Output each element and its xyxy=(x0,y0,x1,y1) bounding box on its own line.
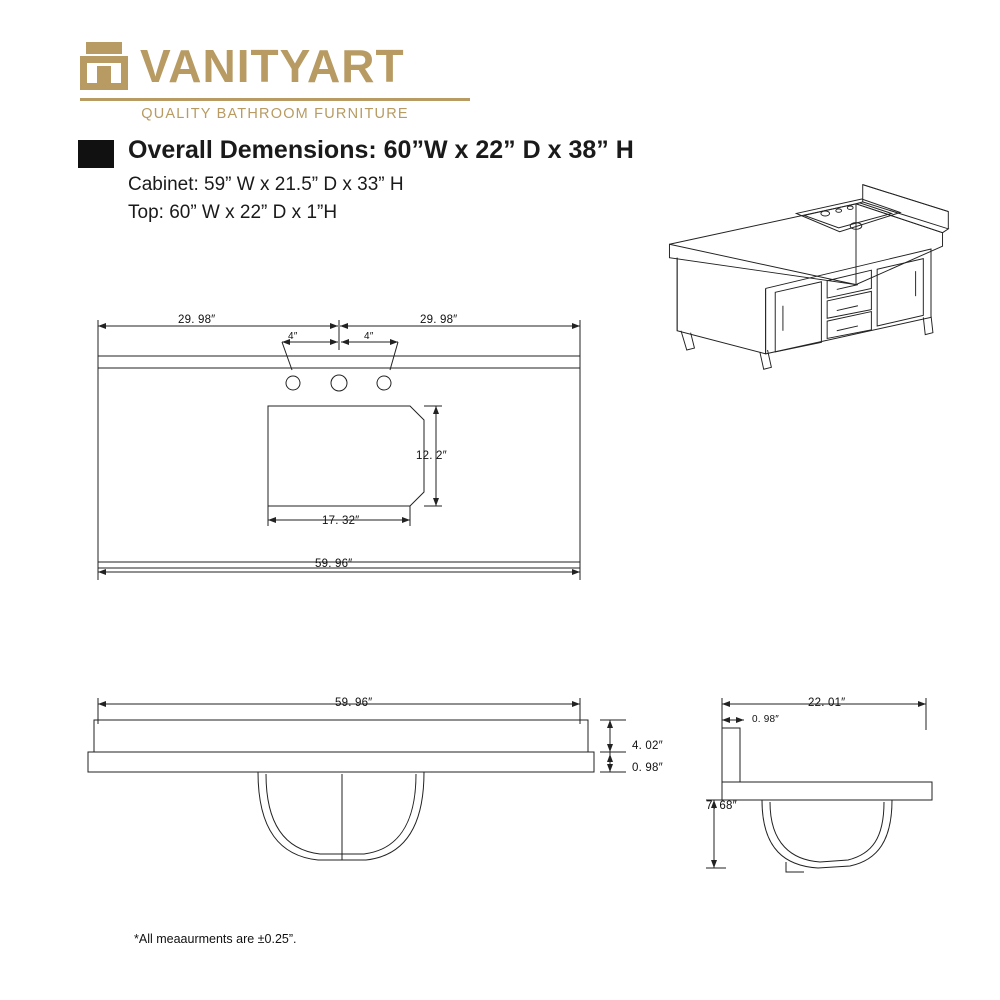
isometric-vanity-view xyxy=(636,100,976,350)
logo-divider xyxy=(80,98,470,101)
dim-top-thickness: 0. 98″ xyxy=(632,762,663,774)
brand-tagline: QUALITY BATHROOM FURNITURE xyxy=(141,106,409,122)
front-view-drawing xyxy=(80,690,660,870)
dim-backsplash-thickness: 0. 98″ xyxy=(752,714,779,725)
dim-bowl-depth: 7. 68″ xyxy=(706,800,737,812)
dim-side-depth: 22. 01″ xyxy=(808,697,846,709)
brand-logo xyxy=(78,40,498,122)
dim-front-width: 59. 96″ xyxy=(335,697,373,709)
dim-top-left-half: 29. 98″ xyxy=(178,314,216,326)
overall-dimensions-text: Overall Demensions: 60”W x 22” D x 38” H xyxy=(128,136,634,164)
bullet-square-icon xyxy=(78,140,114,168)
dim-hole-spacing-left: 4″ xyxy=(288,331,298,342)
cabinet-dimensions-text: Cabinet: 59” W x 21.5” D x 33” H xyxy=(128,174,404,195)
dim-overall-width-top: 59. 96″ xyxy=(315,558,353,570)
top-view-drawing xyxy=(80,300,640,600)
dim-hole-spacing-right: 4″ xyxy=(364,331,374,342)
dim-top-right-half: 29. 98″ xyxy=(420,314,458,326)
title-block xyxy=(78,136,718,225)
side-view-drawing xyxy=(700,690,960,870)
dim-backsplash-height: 4. 02″ xyxy=(632,740,663,752)
top-dimensions-text: Top: 60” W x 22” D x 1”H xyxy=(128,201,338,223)
brand-name: VANITYART xyxy=(140,40,405,92)
footnote-text: *All meaaurments are ±0.25”. xyxy=(134,932,297,946)
dim-sink-depth: 12. 2″ xyxy=(416,450,447,462)
dim-sink-width: 17. 32″ xyxy=(322,515,360,527)
vanity-cabinet-icon xyxy=(78,40,130,92)
